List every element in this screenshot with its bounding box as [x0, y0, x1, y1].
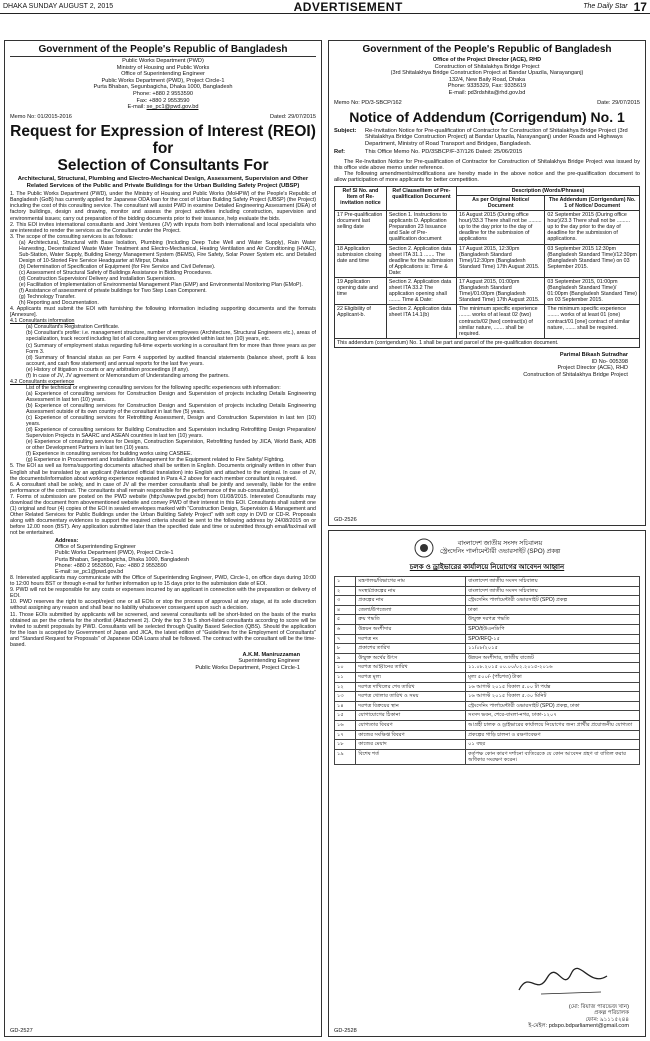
para-7: 7. Forms of submission are posted on the PWD website (http://www.pwd.gov.bd) from 01/08/2015. Interested Consultants may download the document from abovementioned website and convey PWD of their interest in this EOI. Consultants shall submit one (1) original and four (4) copies of the EOI in sealed envelopes marked with "Construction Design, Supervision & Management and Other Related Services for Public Buildings under the Urban Building Safety Project" with soft copy in DVD or CD-R. Proposals along with documentary evidences to support the required criteria should be sent to the following address by 24/08/2015 on or before 12.00 noon (BST). Any application submitted later than the specified date and time or submitted through email/fax/mail will not be entertained. [10, 493, 316, 536]
table-cell: সংস্থা/প্রকল্পের নাম [356, 586, 466, 596]
scope-item: (c) Assessment of Structural Safety of Buildings Assistance in Bidding Procedures. [19, 269, 213, 276]
col-header: Description (Words/Phrases) [456, 186, 639, 195]
table-cell: SPO/ইউএনডিপি [466, 624, 640, 634]
info-item: (b) Consultant's profile: i.e. management structure, number of employees (Architecture, Structural Engineers etc.), areas of specialization, track record including list of all consulting services provided within last ten (10) years, etc. [26, 330, 316, 343]
table-row [335, 596, 640, 606]
experience-item: (g) Experience in Procurement and Installation Management for the Equipment related to Fire Safety/ Fighting. [26, 457, 285, 464]
table-cell: The minimum specific experience ........ works of at least 01 (one) contract/01 [one] contract of similar nature, ....... shall be required. [545, 305, 640, 338]
para-4: 4. Applicants must submit the EOI with furnishing the following information including supporting documents and the formats [Annexure]. [10, 306, 316, 319]
submission-address [10, 538, 316, 575]
tender-table [334, 576, 640, 765]
header-line-2: স্ট্রেংদেনিং পার্লামেন্টারী ওভারসাইট (SPO) প্রকল্প [439, 548, 561, 555]
table-cell: 03 September 2015, 01:00pm (Bangladesh Standard Time)/ 01:00pm (Bangladesh Standard Time) on 03 September 2015. [545, 277, 640, 304]
table-row [335, 730, 640, 740]
address-line: Public Works Department (PWD), Project Circle-1 [55, 550, 174, 557]
table-row [335, 653, 640, 663]
intro-text [334, 159, 640, 184]
table-cell: 03 September 2015 12:30pm (Bangladesh Standard Time)/12:30pm (Bangladesh Standard Time) on 03 September 2015. [545, 244, 640, 277]
table-cell: উন্মুক্ত দরপত্র পদ্ধতি [466, 615, 640, 625]
signature-block [334, 352, 640, 378]
table-cell: ৮ [335, 644, 356, 654]
table-cell: SPO/RFQ-১৫ [466, 634, 640, 644]
address-line: Office of Superintending Engineer [55, 544, 136, 551]
table-row [335, 692, 640, 702]
bengali-header [334, 538, 640, 558]
table-cell: উন্মুক্ত অর্থের উৎস [356, 653, 466, 663]
table-cell: ৭ [335, 634, 356, 644]
signatory-title: Project Director (ACE), RHD [557, 365, 628, 372]
office-line: Public Works Department (PWD), Project Circle-1 [101, 77, 225, 84]
table-row [335, 305, 640, 338]
pwd-reoi-ad [4, 40, 322, 1037]
table-cell: কাজের সংক্ষিপ্ত বিবরণ [356, 730, 466, 740]
office-line: E-mail: pd3rdshita@rhd.gov.bd [448, 89, 526, 96]
signature-block [10, 652, 316, 672]
table-cell: প্রকল্পের গাড়ি চালনা ও রক্ষণাবেক্ষণ [466, 730, 640, 740]
notice-title: Notice of Addendum (Corrigendum) No. 1 [349, 108, 625, 125]
title-line-3: Selection of Consultants For [57, 156, 269, 174]
signatory-name: Parimal Bikash Sutradhar [559, 351, 628, 358]
table-cell: ১৬ আগস্ট ২০১৫ বিকাল ৫.৩০ মিনিট [466, 692, 640, 702]
col-header: As per Original Notice/ Document [456, 195, 544, 210]
signatory-org: Construction of Shitalakhya Bridge Project [523, 371, 628, 378]
parliament-ad [328, 530, 646, 1037]
para-6: 6. A consultant shall be solely, and in case of JV all the member consultants shall be jointly and severally, liable for the entire performance of the contract. The consultants shall remain responsible for the performance of the sub-consultant(s). [10, 481, 316, 494]
table-cell: জেলা/উপজেলা [356, 605, 466, 615]
table-cell: ১ [335, 577, 356, 587]
table-row [335, 605, 640, 615]
subject-row [334, 128, 640, 148]
office-lines [10, 58, 316, 111]
para-11: 11. Those EOIs submitted by applicants will be screened, and several consultants will be short-listed on the basis of the marks obtained as per the criteria for the shortlist (Attachment 2). Only the top 3 to 5 short-listed consultants according to score will be invited to submit proposals by PWD. Consultants will be selected through Quality Based Selection (QBS). Should the application for the loan is accepted by Government of Japan and JICA, the latest edition of "Guidelines for the Employment of Consultants" and "Standard Request for Proposals" of Japanese ODA Loans shall be followed. The contract with the consultant will be the time-based. [10, 611, 316, 648]
table-row [335, 211, 640, 244]
table-cell: 17 August 2015, 01:00pm (Bangladesh Standard Time)/01:00pm (Bangladesh Standard Time) 17th August 2015. [456, 277, 544, 304]
notice-title: চলক ও ড্রাইভারের কার্যালয়ে নিয়োগের আবেদন আহ্বান [409, 564, 565, 571]
intro-para-1: The Re-Invitation Notice for Pre-qualification of Contractor for Construction of Shitalakhya Bridge Project was issued by this office vide above memo under reference. [334, 158, 640, 171]
scope-item: (d) Construction Supervision/ Delivery and Installation Supervision. [19, 276, 176, 282]
experience-item: (d) Experience of consulting services for Building Construction and Supervision including Retrofitting Design Preparation/ Supervision Projects in SAARC and ASEAN countries in last ten (10) years. [26, 427, 316, 440]
para-9: 9. PWD will not be responsible for any costs or expenses incurred by an applicant in connection with the preparation or delivery of EOI. [10, 587, 316, 600]
title-line-1: Request for Expression of Interest (REOI) [10, 122, 316, 140]
signatory-name: A.K.M. Maniruzzaman [242, 651, 300, 658]
office-email: E-mail: se_pc1@pwd.gov.bd [127, 104, 199, 111]
experience-item: (b) Experience of consulting services for Construction Design and Supervision of projects including Details Engineering Assessment outside of its own country of the consultant in last five (5) years. [26, 402, 316, 416]
scope-item: (h) Reporting and Documentation. [19, 300, 99, 307]
table-cell: ১৬ আগস্ট ২০১৫ বিকাল ৫.০০ টা পর্যন্ত [466, 682, 640, 692]
info-list [10, 324, 316, 378]
address-line: Purta Bhaban, Segunbagicha, Dhaka 1000, Bangladesh [55, 556, 189, 563]
table-cell: উন্নয়ন অংশীদার, জাতীয় বাজেট [466, 653, 640, 663]
page-number: 17 [633, 0, 647, 14]
scope-item: (e) Facilitation of Implementation of Environmental Management Plan (EMP) and Environmental Monitoring Plan (EMoP). [19, 282, 303, 289]
memo-row [334, 100, 640, 106]
gov-title: Government of the People's Republic of Bangladesh [10, 44, 316, 57]
signatory-id: ID No- 005398 [591, 358, 628, 365]
memo-number: Memo No: PD/3-SBCP/162 [334, 99, 402, 106]
table-cell: ১৯ [335, 749, 356, 764]
table-cell: ১২ [335, 682, 356, 692]
para-1: 1. The Public Works Department (PWD), under the Ministry of Housing and Public Works (MoHPW) of the People's Republic of Bangladesh (GoB) has currently applied for Japanese ODA loan for the cost of Urban Building Safety Project (UBSP) (the Project) including the cost of this consulting service. The consultant will assist PWD in examine Detailed Engineering Assessment (DEA) of factory buildings, design and drawing, monitor and assess the project activities including construction, supervision and environmental issues; carry out preparation of the bidding documents prior to their issuance, help evaluate the bids. [10, 191, 316, 222]
rhd-corrigendum-ad [328, 40, 646, 526]
para-10: 10. PWD reserves the right to accept/reject one or all EOIs or stop the process of approval at any stage, at its sole discretion without assigning any reason and shall bear no liability whatsoever consequent upon such a decision. [10, 599, 316, 612]
scope-list [10, 240, 316, 307]
table-cell: প্রকল্পের নাম [356, 596, 466, 606]
section-4-2: 4.2 Consultants experience [10, 378, 75, 385]
scope-item: (b) Determination of Specification of Equipment (for Fire Service and Civil Defense). [19, 263, 216, 270]
gov-title: Government of the People's Republic of Bangladesh [362, 44, 612, 55]
memo-date: Dated: 29/07/2015 [269, 113, 316, 120]
handwritten-signature [511, 962, 621, 1002]
signatory-org: Public Works Department, Project Circle-1 [195, 664, 300, 671]
reference-text: This Office Memo No. PD/3SBCP/F-37/126 Dated: 25/06/2015 [365, 149, 523, 156]
signatory-title: প্রকল্প পরিচালক [594, 1010, 629, 1017]
reference-label: Ref: [334, 149, 346, 156]
table-cell: ১৫ [335, 711, 356, 721]
office-line: Ministry of Housing and Public Works [116, 64, 210, 71]
table-cell: ৩ [335, 596, 356, 606]
table-cell: ৪ [335, 605, 356, 615]
table-cell: স্ট্রেংদেনিং পার্লামেন্টারী ওভারসাইট (SPO) প্রকল্প [466, 596, 640, 606]
para-2: 2. This EOI invites international consultants and Joint Ventures (JV) with inputs from both international and local specialists who are interested to render the services as the Consultant under the Project. [10, 221, 316, 234]
header-date: DHAKA SUNDAY AUGUST 2, 2015 [3, 3, 114, 10]
table-cell: দরপত্র আহ্বানের তারিখ [356, 663, 466, 673]
table-cell: বাংলাদেশ জাতীয় সংসদ সচিবালয় [466, 577, 640, 587]
table-cell: কাজের মেয়াদ [356, 740, 466, 750]
table-cell: Section 1. Instructions to applicants D. Application Preparation 23 Issuance and Sale of Pre-qualification document [386, 211, 456, 244]
table-cell: 16 August 2015 (During office hour)/33.3 There shall not be ......... up to the day prior to the day of deadline for the submission of applications [456, 211, 544, 244]
gd-number: GD-2527 [10, 1028, 33, 1034]
section-4-1: 4.1 Consultants information [10, 318, 75, 325]
table-row [335, 672, 640, 682]
experience-item: (e) Experience of consulting services for Design, Construction Supervision, Retrofitting funded by JICA, World Bank, ADB or other Development Partners in last ten (10) years. [26, 439, 316, 452]
ad-title [10, 123, 316, 174]
table-row [335, 682, 640, 692]
experience-list [10, 385, 316, 464]
address-line: Phone: +880 2 9553590, Fax: +880 2 9553590 [55, 562, 167, 569]
gd-number: GD-2528 [334, 1028, 357, 1034]
table-cell: ৫ [335, 615, 356, 625]
office-line: Phone: 9335329, Fax: 9335619 [447, 83, 527, 90]
office-line: Fax: +880 2 9553590 [136, 97, 190, 104]
col-header: Ref Clause/Item of Pre-qualification Document [386, 186, 456, 210]
amendment-table [334, 186, 640, 348]
table-cell: 17 Pre-qualification document last selling date [335, 211, 387, 244]
info-item: (f) In case of JV, JV agreement or Memorandum of Understanding among the partners. [26, 372, 230, 379]
info-item: (e) History of litigation in courts or any arbitration proceedings (if any). [26, 366, 190, 373]
signatory-title: Superintending Engineer [238, 658, 300, 665]
ad-body [10, 191, 316, 647]
scope-item: (g) Technology Transfer. [19, 294, 76, 301]
table-row [335, 244, 640, 277]
table-cell: 22 Eligibility of Applicant-b. [335, 305, 387, 338]
subject-text: Re-Invitation Notice for Pre-qualification of Contractor for Construction of Shitalakhya Bridge Project (3rd Shitalakhya Bridge Construction Project) at Bandar Upazila, Narayanganj) under Roads and Highways Department, Ministry of Road Transport and Bridges, Bangladesh. [365, 127, 628, 147]
subject-label: Subject: [334, 127, 357, 134]
scope-item: (f) Assistance of assessment of private buildings for Two Step Loan Component. [19, 288, 207, 295]
table-cell: প্রকাশের তারিখ [356, 644, 466, 654]
table-cell: ০১ বছর [466, 740, 640, 750]
table-row [335, 701, 640, 711]
table-cell: দরপত্র দাখিলের শেষ তারিখ [356, 682, 466, 692]
para-8: 8. Interested applicants may communicate with the Office of Superintending Engineer, PWD, Circle-1, on office days during 10:00 to 12:00 hours BST or through e-mail for further information up to 15 days prior to the submission date of EOI. [10, 575, 316, 588]
table-row [335, 720, 640, 730]
table-cell: ১৬ [335, 720, 356, 730]
table-cell: যোগাযোগের ঠিকানা [356, 711, 466, 721]
table-cell: বাংলাদেশ জাতীয় সংসদ সচিবালয় [466, 586, 640, 596]
table-cell: ১০ [335, 663, 356, 673]
table-cell: যোগ্যতার বিবরণ [356, 720, 466, 730]
table-cell: সংসদ ভবন, শেরে-বাংলা-নগর, ঢাকা-১২০৭ [466, 711, 640, 721]
office-line: Construction of Shitalakhya Bridge Project [434, 63, 540, 70]
email-link[interactable]: se_pc1@pwd.gov.bd [146, 104, 199, 111]
table-cell: ১১/০৮/২০১৫ [466, 644, 640, 654]
signatory-email: ই-মেইল: pdspo.bdparliament@gmail.com [528, 1023, 629, 1030]
col-header: Ref Sl No. and Item of Re-invitation notice [335, 186, 387, 210]
memo-row [10, 114, 316, 120]
office-line: Purta Bhaban, Segunbagicha, Dhaka 1000, Bangladesh [93, 84, 233, 91]
table-cell: ২ [335, 586, 356, 596]
table-cell: ৯ [335, 653, 356, 663]
table-cell: ১১ [335, 672, 356, 682]
reference-row [334, 149, 640, 156]
table-cell: ৬ [335, 624, 356, 634]
office-line: (3rd Shitalakhya Bridge Construction Project at Bandar Upazila, Narayanganj) [390, 70, 584, 77]
table-row [335, 277, 640, 304]
memo-date: Date: 29/07/2015 [597, 99, 640, 106]
table-cell: ১৪ [335, 701, 356, 711]
table-header-row [335, 186, 640, 195]
table-cell: বিশেষ শর্ত [356, 749, 466, 764]
table-cell: দরপত্র নং [356, 634, 466, 644]
info-item: (a) Consultant's Registration Certificate. [26, 324, 120, 331]
table-cell: ১৩ [335, 692, 356, 702]
table-cell: আগ্রহী চালক ও ড্রাইভারের কার্যালয়ে নিয়োগের জন্য প্রার্থীর প্রয়োজনীয় যোগ্যতা [466, 720, 640, 730]
table-cell: Section 2. Application data sheet ITA 31.1 ....... The deadline for the submission of Applications is: Time & Date: [386, 244, 456, 277]
info-item: (c) Summary of employment status regarding full-time experts working in a consultant firm for more than three years as per Form 3. [26, 342, 316, 355]
experience-item: (f) Experience in consulting services for building works using CASBEE. [26, 451, 193, 458]
office-line: Phone: +880 2 9553590 [133, 90, 193, 97]
table-cell: 02 September 2015 (During office hour)/23.3 There shall not be ......... up to the day prior to the day of deadline for the submission of applications. [545, 211, 640, 244]
table-cell: দরপত্র খোলার তারিখ ও সময় [356, 692, 466, 702]
table-row [335, 577, 640, 587]
table-row [335, 663, 640, 673]
para-5: 5. The EOI as well as forms/supporting documents attached shall be written in English. Documents originally written in other than English shall be translated by an applicant (Notarized official translation) into English and attached to the original. In case of JV, the documents/information about working experience requested in Para 4.2 above for each member consultant is required. [10, 463, 316, 482]
table-row [335, 634, 640, 644]
table-cell: স্ট্রেংদেনিং পার্লামেন্টারী ওভারসাইট (SPO) প্রকল্প, ঢাকা [466, 701, 640, 711]
table-cell: ঢাকা [466, 605, 640, 615]
office-line: Office of Superintending Engineer [121, 71, 205, 78]
scope-item: (a) Architectural, Structural with Base Isolation, Plumbing (Including Deep Tube Well and Water Supply), Rain Water Harvesting, Decentralized Waste Water Treatment and Electro-Mechanical, Heating Ventilation and Air Conditioning (HVAC), Sub-Station, Water Supply, Building Energy Management System (BEMS), Fire Safety, Solar Power System etc. and Detailed Design of 10-Storied Fire Service Headquarter at Mirpur, Dhaka [19, 239, 316, 264]
signatory-name: (মো: রিয়াজ পারভেজ খান) [568, 1003, 629, 1010]
table-footnote: This addendum (corrigendum) No. 1 shall be part and parcel of the pre-qualification document. [335, 338, 640, 347]
emblem-icon [414, 538, 434, 558]
table-cell: Section 2. Application data sheet ITA 14.1(b) [386, 305, 456, 338]
table-cell: মূল্য ৫০০/- (পাঁচশত) টাকা [466, 672, 640, 682]
signature-block [528, 1004, 629, 1030]
table-cell: The minimum specific experience ........ works of at least 02 (two) contracts/02 [two] contract(s) of similar nature, ....... shall be required. [456, 305, 544, 338]
info-item: (d) Summary of financial status as per Form 4 supported by audited financial statements (balance sheet, profit & loss account, and cash flow statement) and annual reports for the last five years. [26, 354, 316, 367]
memo-number: Memo No: 01/2015-2016 [10, 113, 72, 120]
table-row [335, 711, 640, 721]
table-row [335, 749, 640, 764]
experience-item: (c) Experience of consulting services for Retrofitting Assessment, Design and Construction Supervision in last ten (10) years. [26, 415, 316, 428]
table-cell: উন্নয়ন অংশীদার [356, 624, 466, 634]
para-3: 3. The scope of the consulting services is as follows: [10, 233, 133, 240]
table-cell: 18 Application submission closing date and time [335, 244, 387, 277]
table-cell: দরপত্র মূল্য [356, 672, 466, 682]
table-row [335, 338, 640, 347]
office-line: 132/4, New Baily Road, Dhaka [448, 76, 526, 83]
table-cell: ক্রয় পদ্ধতি [356, 615, 466, 625]
table-row [335, 624, 640, 634]
table-cell: ১১.০৮.২০১৫ ০০.০০/০২.২০১৫-২০১৬ [466, 663, 640, 673]
table-row [335, 644, 640, 654]
address-line: E-mail: se_pc1@pwd.gov.bd [55, 569, 124, 576]
table-row [335, 615, 640, 625]
table-cell: ১৭ [335, 730, 356, 740]
header-section: ADVERTISEMENT [293, 0, 403, 14]
office-lines [334, 57, 640, 97]
table-cell: কর্তৃপক্ষ কোন কারণ দর্শানো ব্যতিরেকে যে কোন আবেদন গ্রহণ বা বাতিল করার অধিকার সংরক্ষণ করেন। [466, 749, 640, 764]
office-line: Public Works Department (PWD) [122, 58, 204, 64]
table-cell: মন্ত্রণালয়/বিভাগের নাম [356, 577, 466, 587]
address-label: Address: [55, 538, 79, 545]
col-header: The Addendum (Corrigendum) No. 1 of Notice/ Document [545, 195, 640, 210]
signatory-phone: ফোন: ৯১১১৫২৪৪ [585, 1016, 629, 1023]
table-cell: 17 August 2015, 12:30pm (Bangladesh Standard Time)/12:30pm (Bangladesh Standard Time) 17th August 2015. [456, 244, 544, 277]
intro-para-2: The following amendments/modifications are hereby made in the above notice and the pre-qualification document to allow participation of more applicants for better competition. [334, 171, 640, 184]
table-cell: ১৮ [335, 740, 356, 750]
header-brand: The Daily Star [583, 3, 628, 10]
table-cell: 19 Application opening date and time [335, 277, 387, 304]
gd-number: GD-2526 [334, 517, 357, 523]
table-row [335, 586, 640, 596]
table-row [335, 740, 640, 750]
table-cell: দরপত্র বিক্রয়ের স্থান [356, 701, 466, 711]
experience-item: (a) Experience of consulting services for Construction Design and Supervision of projects including Details Engineering Assessment in last ten (10) years. [26, 390, 316, 403]
title-line-2: for [152, 139, 174, 157]
office-line: Office of the Project Director (ACE), RHD [432, 57, 542, 63]
table-cell: Section 2. Application data sheet ITA 33.2 The application opening shall ........ Time & Date: [386, 277, 456, 304]
header-line-1: বাংলাদেশ জাতীয় সংসদ সচিবালয় [457, 540, 543, 548]
page-header [0, 0, 650, 14]
ad-subtitle: Architectural, Structural, Plumbing and Electro-Mechanical Design, Assessment, Supervision and Other Related Services of the Public and Private Buildings for the Urban Building Safety Project (UBSP) [17, 175, 309, 189]
experience-intro: List of the technical or engineering consulting services for the following specific experiences with information: [26, 384, 281, 391]
